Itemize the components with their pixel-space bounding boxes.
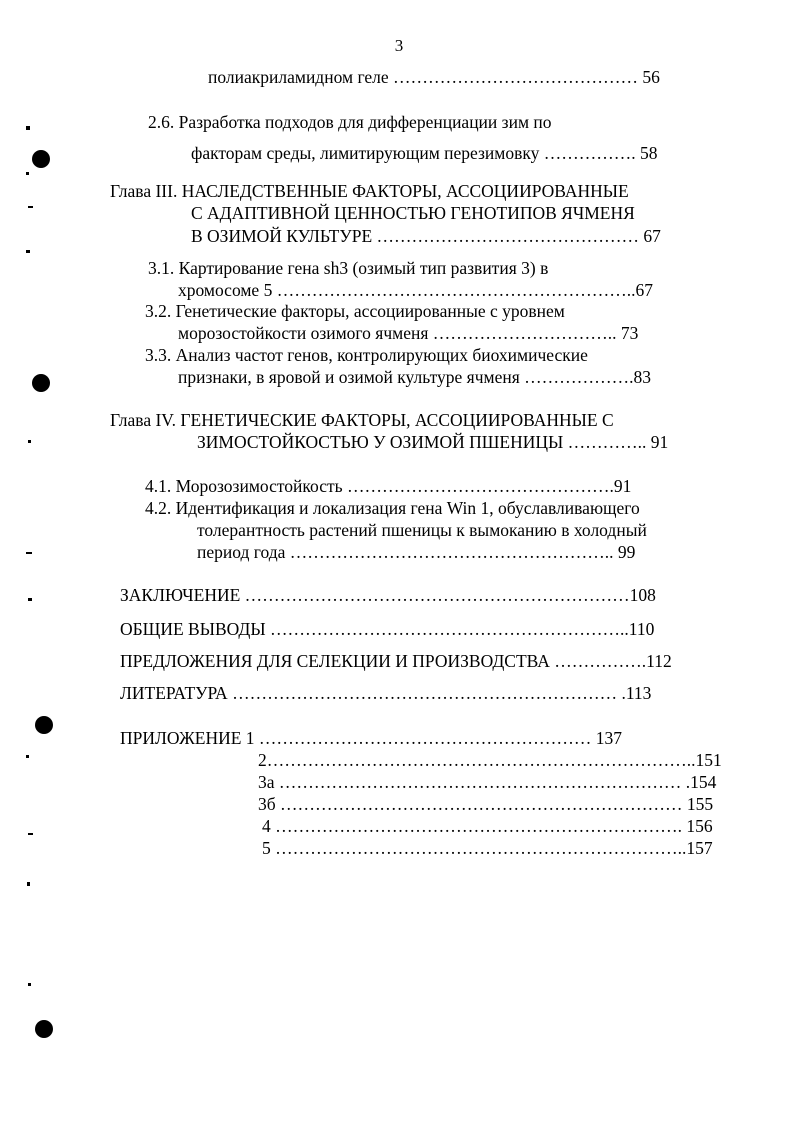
toc-entry: Глава IV. ГЕНЕТИЧЕСКИЕ ФАКТОРЫ, АССОЦИИРОВАННЫЕ С xyxy=(110,410,614,430)
toc-entry: факторам среды, лимитирующим перезимовку ……………. 58 xyxy=(191,143,658,163)
toc-entry: 4.2. Идентификация и локализация гена Win 1, обуславливающего xyxy=(145,498,640,518)
punch-hole-icon xyxy=(32,150,50,168)
speck-icon xyxy=(26,250,30,253)
punch-hole-icon xyxy=(35,716,53,734)
toc-entry: полиакриламидном геле …………………………………… 56 xyxy=(208,67,660,87)
toc-entry: ЗАКЛЮЧЕНИЕ …………………………………………………………108 xyxy=(120,585,656,605)
page-number: 3 xyxy=(394,36,404,55)
punch-hole-icon xyxy=(35,1020,53,1038)
toc-entry: 4.1. Морозозимостойкость ……………………………………….91 xyxy=(145,476,632,496)
speck-icon xyxy=(27,882,30,886)
speck-icon xyxy=(28,206,33,208)
speck-icon xyxy=(26,126,30,130)
toc-entry: 5 ……………………………………………………………..157 xyxy=(262,838,713,858)
toc-entry: 3.3. Анализ частот генов, контролирующих биохимические xyxy=(145,345,588,365)
speck-icon xyxy=(28,440,31,443)
toc-entry: ПРИЛОЖЕНИЕ 1 ………………………………………………… 137 xyxy=(120,728,623,748)
toc-entry: С АДАПТИВНОЙ ЦЕННОСТЬЮ ГЕНОТИПОВ ЯЧМЕНЯ xyxy=(191,203,635,223)
speck-icon xyxy=(26,172,29,175)
speck-icon xyxy=(28,983,31,986)
toc-entry: ОБЩИЕ ВЫВОДЫ ……………………………………………………..110 xyxy=(120,619,655,639)
toc-entry: В ОЗИМОЙ КУЛЬТУРЕ ……………………………………… 67 xyxy=(191,226,661,246)
toc-entry: 3б …………………………………………………………… 155 xyxy=(258,794,714,814)
toc-entry: хромосоме 5 ……………………………………………………..67 xyxy=(178,280,653,300)
toc-entry: 2………………………………………………………………..151 xyxy=(258,750,722,770)
toc-entry: 3.2. Генетические факторы, ассоциированные с уровнем xyxy=(145,301,565,321)
speck-icon xyxy=(28,598,32,601)
toc-entry: Глава III. НАСЛЕДСТВЕННЫЕ ФАКТОРЫ, АССОЦИИРОВАННЫЕ xyxy=(110,181,629,201)
speck-icon xyxy=(26,755,29,758)
toc-entry: признаки, в яровой и озимой культуре ячменя ……………….83 xyxy=(178,367,651,387)
toc-entry: 2.6. Разработка подходов для дифференциации зим по xyxy=(148,112,552,132)
punch-hole-icon xyxy=(32,374,50,392)
toc-entry: ПРЕДЛОЖЕНИЯ ДЛЯ СЕЛЕКЦИИ И ПРОИЗВОДСТВА …………….112 xyxy=(120,651,672,671)
toc-entry: 4 ……………………………………………………………. 156 xyxy=(262,816,713,836)
toc-entry: 3.1. Картирование гена sh3 (озимый тип развития 3) в xyxy=(148,258,549,278)
toc-entry: толерантность растений пшеницы к вымоканию в холодный xyxy=(197,520,647,540)
speck-icon xyxy=(28,833,33,835)
toc-entry: морозостойкости озимого ячменя ………………………….. 73 xyxy=(178,323,639,343)
toc-entry: период года ……………………………………………….. 99 xyxy=(197,542,636,562)
speck-icon xyxy=(26,552,32,554)
toc-entry: ЗИМОСТОЙКОСТЬЮ У ОЗИМОЙ ПШЕНИЦЫ ………….. 91 xyxy=(197,432,669,452)
toc-entry: 3а …………………………………………………………… .154 xyxy=(258,772,717,792)
toc-entry: ЛИТЕРАТУРА ………………………………………………………… .113 xyxy=(120,683,652,703)
